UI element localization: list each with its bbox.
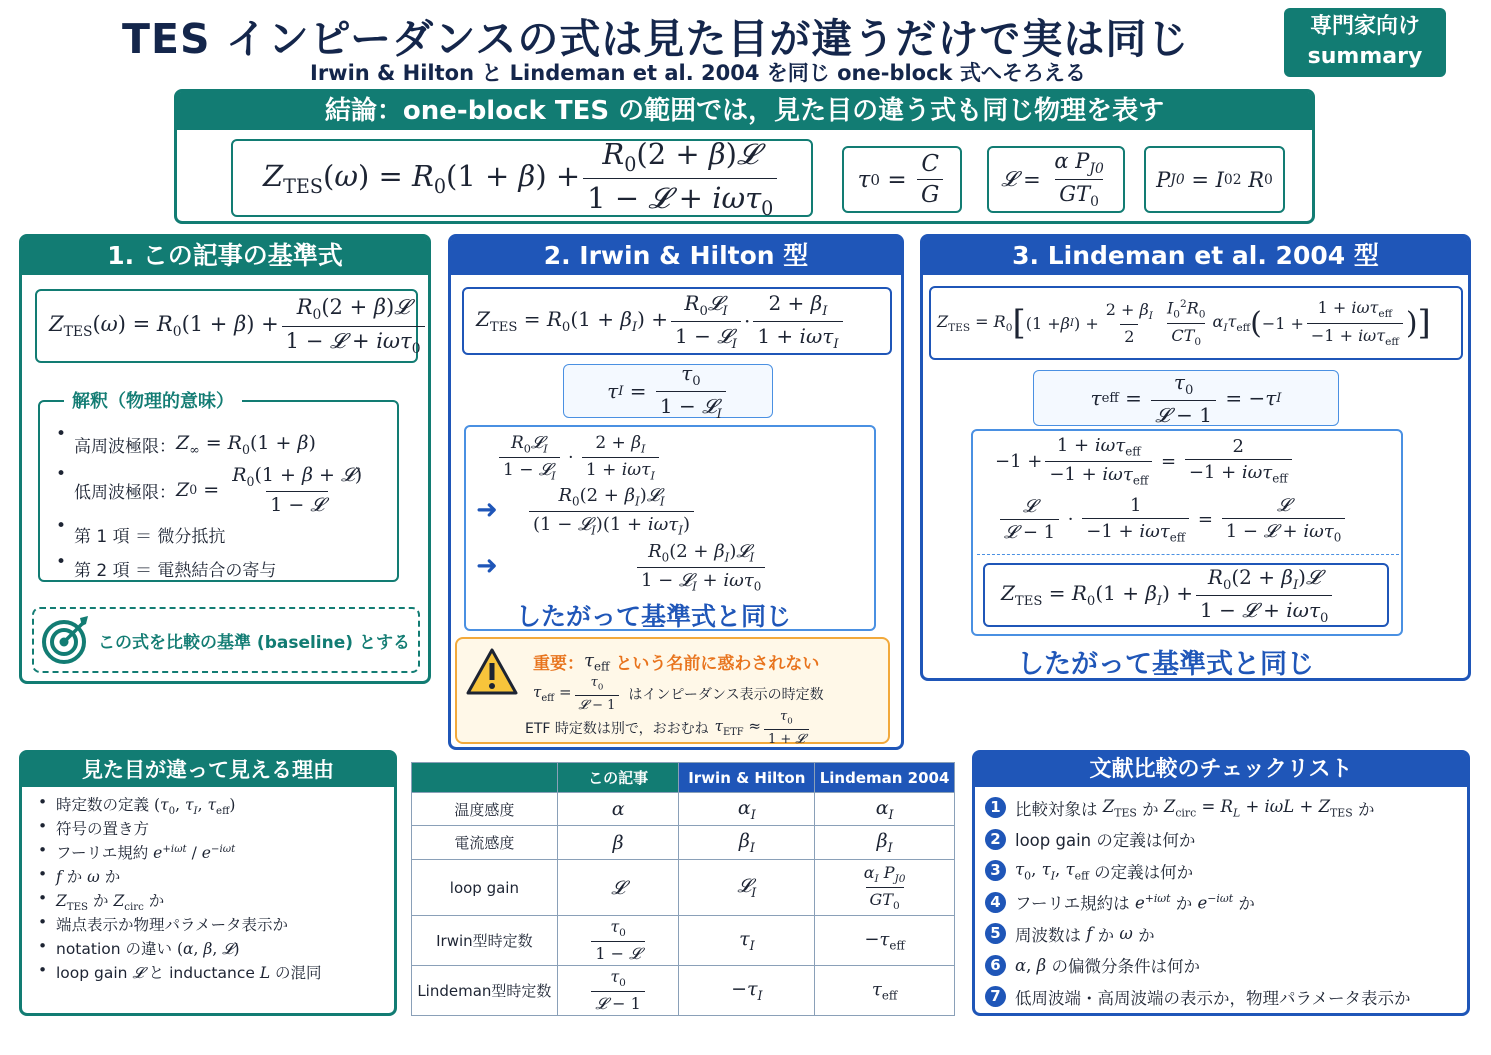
comparison-table bbox=[411, 762, 955, 1016]
section2-panel bbox=[448, 234, 904, 750]
reason-2: • 符号の置き方 bbox=[36, 817, 322, 841]
badge-line-1: 専門家向け bbox=[1309, 14, 1420, 39]
reason-5: • $Z_{TES}$ か $Z_{circ}$ か bbox=[36, 889, 322, 913]
derivation-step-1: $\frac{R_0𝓛_I}{1 - 𝓛_I}$ · $\frac{2 + \beta_I}{1 + i\omega\tau_I}$ bbox=[496, 433, 662, 483]
high-freq-limit: • 高周波極限： $Z_\infty = R_0(1 + \beta)$ bbox=[54, 424, 394, 464]
derivation-step-3: $\frac{R_0(2 + \beta_I)𝓛_I}{1 - 𝓛_I + i\omega\tau_0}$ bbox=[634, 541, 768, 593]
warning-line-2: $\tau_{eff}$ = $\frac{\tau_0}{\text{𝓛 − 1}}$ はインピーダンス表示の時定数 bbox=[533, 675, 824, 713]
table-row: Irwin型時定数 $\frac{\tau_0}{\text{1 − 𝓛}}$ $\tau_I$ $-\tau_{eff}$ bbox=[412, 916, 955, 966]
table-header-irwin: Irwin & Hilton bbox=[679, 763, 815, 793]
dashed-divider bbox=[977, 554, 1399, 555]
low-freq-limit: • 低周波極限： Z 0 = $\frac{R_0(1 + \beta + 𝓛)}{\text{1 − 𝓛}}$ bbox=[54, 464, 394, 516]
section3-panel bbox=[920, 234, 1471, 681]
lindeman-step-2: $\frac{\text{𝓛}}{\text{𝓛 − 1}}$ · $\frac{1}{-1 + i\omega\tau_{eff}}$ = $\frac{\text{𝓛}}{1 - 𝓛 + i\omega\tau_0}$ bbox=[997, 495, 1348, 545]
arrow-right-icon: ➜ bbox=[476, 551, 498, 581]
warning-icon bbox=[465, 647, 519, 697]
lindeman-formula: $Z_{TES} = R_0$ [ (1 + β I ) + $\frac{2 + \beta_I}{2}$ $\frac{I_0^2R_0}{CT_0}$ $\alpha_I\tau_{eff}$ ( −1 + $\frac{1 + i\omega\tau_{eff}}{-1 + i\omega\tau_{eff}}$ ) ] bbox=[929, 286, 1463, 360]
page-title: TES インピーダンスの式は見た目が違うだけで実は同じ bbox=[122, 15, 1190, 63]
table-header-lindeman: Lindeman 2004 bbox=[815, 763, 955, 793]
reason-3: • フーリエ規約 $e^{+i\omega t} / e^{-i\omega t}$ bbox=[36, 841, 322, 865]
checklist-item-2: 2 loop gain の定義は何か bbox=[985, 824, 1411, 856]
reasons-title: 見た目が違って見える理由 bbox=[22, 753, 394, 787]
audience-badge bbox=[1284, 8, 1446, 77]
irwin-formula: $Z_{TES} = R_0(1 + \beta_I)$ + $\frac{R_0𝓛_I}{1 - 𝓛_I}$ · $\frac{2 + \beta_I}{1 + i\omega\tau_I}$ bbox=[462, 287, 892, 355]
warning-line-3: ETF 時定数は別で，おおむね $\tau_{ETF}$ ≈ $\frac{\tau_0}{\text{1 + 𝓛}}$ bbox=[525, 709, 812, 747]
conclusion-panel bbox=[174, 89, 1315, 224]
warning-box bbox=[455, 637, 890, 747]
irwin-derivation-box bbox=[464, 425, 876, 631]
section3-conclusion: したがって基準式と同じ bbox=[1017, 649, 1314, 680]
table-header-row bbox=[412, 763, 955, 793]
main-formula: $Z_{TES}(\omega) = R_0(1 + \beta)$ + $\frac{R_0(2 + \beta)𝓛}{1 - 𝓛 + i\omega\tau_0}$ bbox=[231, 139, 813, 217]
table-row: 温度感度 α $\alpha_I$ $\alpha_I$ bbox=[412, 793, 955, 826]
reason-4: • f か ω か bbox=[36, 865, 322, 889]
reason-6: • 端点表示か物理パラメータ表示か bbox=[36, 913, 322, 937]
checklist-item-5: 5 周波数は f か ω か bbox=[985, 918, 1411, 950]
checklist-item-6: 6 α, β の偏微分条件は何か bbox=[985, 950, 1411, 982]
power-formula: P J0 = I 0 2 R 0 bbox=[1144, 146, 1285, 213]
checklist-panel bbox=[972, 750, 1470, 1016]
lindeman-step-1: −1 + $\frac{1 + i\omega\tau_{eff}}{-1 + i\omega\tau_{eff}}$ = $\frac{2}{-1 + i\omega\tau_{eff}}$ bbox=[995, 435, 1295, 487]
lindeman-derivation-box bbox=[971, 429, 1403, 636]
section1-formula: $Z_{TES}(\omega) = R_0(1 + \beta)$ + $\frac{R_0(2 + \beta)𝓛}{1 - 𝓛 + i\omega\tau_0}$ bbox=[35, 289, 418, 363]
section3-title: 3. Lindeman et al. 2004 型 bbox=[923, 237, 1468, 275]
section2-title: 2. Irwin & Hilton 型 bbox=[451, 237, 901, 275]
interpretation-box bbox=[38, 391, 399, 582]
reason-8: • loop gain 𝓛 と inductance L の混同 bbox=[36, 961, 322, 985]
table-row: 電流感度 β $\beta_I$ $\beta_I$ bbox=[412, 826, 955, 860]
target-icon bbox=[40, 614, 92, 666]
interpretation-title: 解釈（物理的意味） bbox=[64, 387, 242, 413]
checklist-item-1: 1 比較対象は $Z_{TES}$ か $Z_{circ} = R_L + i\omega L + Z_{TES}$ か bbox=[985, 792, 1411, 824]
lindeman-result-formula: $Z_{TES} = R_0(1 + \beta_I)$ + $\frac{R_0(2 + \beta_I)𝓛}{1 - 𝓛 + i\omega\tau_0}$ bbox=[983, 563, 1389, 627]
table-header-this: この記事 bbox=[557, 763, 679, 793]
table-header-blank bbox=[412, 763, 558, 793]
arrow-right-icon: ➜ bbox=[476, 495, 498, 525]
derivation-step-2: $\frac{R_0(2 + \beta_I)𝓛_I}{(1 - 𝓛_I)(1 + i\omega\tau_I)}$ bbox=[526, 485, 697, 537]
term1-meaning: • 第 1 項 ＝ 微分抵抗 bbox=[54, 516, 394, 552]
checklist-item-7: 7 低周波端・高周波端の表示か，物理パラメータ表示か bbox=[985, 981, 1411, 1013]
tau0-formula: τ 0 = $\frac{C}{G}$ bbox=[842, 146, 962, 213]
page-subtitle: Irwin & Hilton と Lindeman et al. 2004 を同じ one-block 式へそろえる bbox=[310, 61, 1086, 85]
section2-conclusion: したがって基準式と同じ bbox=[516, 602, 792, 631]
loopgain-formula: 𝓛 = $\frac{\alpha P_{J0}}{GT_0}$ bbox=[987, 146, 1125, 213]
badge-line-2: summary bbox=[1307, 44, 1423, 69]
term2-meaning: • 第 2 項 ＝ 電熱結合の寄与 bbox=[54, 552, 394, 584]
checklist-item-3: 3 $\tau_0$, $\tau_I$, $\tau_{eff}$ の定義は何か bbox=[985, 855, 1411, 887]
checklist-title: 文献比較のチェックリスト bbox=[975, 753, 1467, 787]
taueff-formula: τ eff = $\frac{\tau_0}{\text{𝓛 − 1}}$ = − τ I bbox=[1033, 370, 1339, 426]
table-row: loop gain 𝓛 𝓛$_I$ $\frac{\alpha_I P_{J0}}{GT_0}$ bbox=[412, 860, 955, 916]
table-row: Lindeman型時定数 $\frac{\tau_0}{\text{𝓛 − 1}}$ $-\tau_I$ $\tau_{eff}$ bbox=[412, 966, 955, 1016]
baseline-note: この式を比較の基準 (baseline) とする bbox=[32, 607, 420, 673]
reasons-panel bbox=[19, 750, 397, 1016]
tauI-formula: τ I = $\frac{\tau_0}{1 - 𝓛_I}$ bbox=[563, 364, 773, 418]
section1-title: 1. この記事の基準式 bbox=[22, 237, 428, 275]
checklist-item-4: 4 フーリエ規約は $e^{+i\omega t}$ か $e^{-i\omega t}$ か bbox=[985, 887, 1411, 919]
section1-panel bbox=[19, 234, 431, 684]
reason-1: • 時定数の定義 ($\tau_0$, $\tau_I$, $\tau_{eff}$) bbox=[36, 793, 322, 817]
warning-title: 重要： $\tau_{eff}$ という名前に惑わされない bbox=[533, 649, 820, 674]
reason-7: • notation の違い (α, β, 𝓛) bbox=[36, 937, 322, 961]
conclusion-heading: 結論：one-block TES の範囲では，見た目の違う式も同じ物理を表す bbox=[177, 92, 1312, 130]
